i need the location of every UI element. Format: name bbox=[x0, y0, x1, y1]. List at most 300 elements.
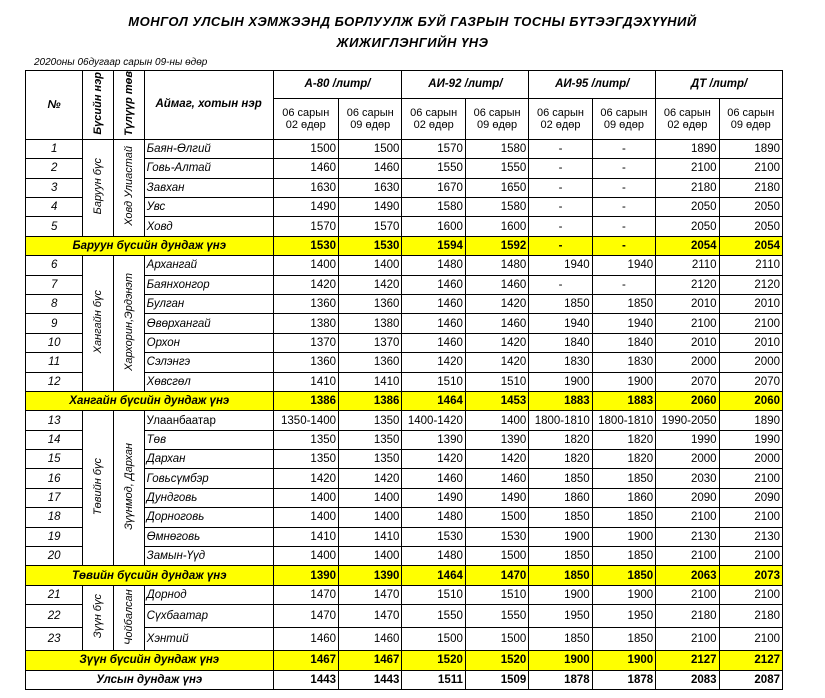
average-value: 1390 bbox=[339, 566, 402, 585]
national-average-value: 1878 bbox=[529, 670, 592, 689]
row-number: 13 bbox=[26, 411, 83, 430]
price-cell: 2000 bbox=[719, 450, 782, 469]
supplier-cell bbox=[113, 411, 144, 566]
aimag-name: Архангай bbox=[144, 256, 273, 275]
price-cell: 2100 bbox=[656, 547, 719, 566]
price-cell: 1470 bbox=[273, 605, 338, 628]
header-region: Бүсийн нэр bbox=[92, 72, 105, 135]
price-cell: 1460 bbox=[402, 314, 465, 333]
price-cell: 1950 bbox=[592, 605, 655, 628]
price-cell: 1990 bbox=[719, 430, 782, 449]
aimag-name: Хөвсгөл bbox=[144, 372, 273, 391]
price-cell: 1400 bbox=[273, 547, 338, 566]
price-cell: 1510 bbox=[465, 372, 528, 391]
aimag-name: Дархан bbox=[144, 450, 273, 469]
average-value: 2127 bbox=[656, 651, 719, 670]
price-cell: 1890 bbox=[719, 411, 782, 430]
price-cell: 2100 bbox=[656, 314, 719, 333]
price-cell: 1800-1810 bbox=[592, 411, 655, 430]
price-cell: 1850 bbox=[592, 469, 655, 488]
price-cell: 1850 bbox=[592, 628, 655, 651]
price-cell: 1900 bbox=[529, 372, 592, 391]
supplier-cell bbox=[113, 585, 144, 650]
price-cell: 1360 bbox=[339, 294, 402, 313]
price-cell: 2100 bbox=[719, 547, 782, 566]
price-cell: 2180 bbox=[719, 178, 782, 197]
price-cell: 2010 bbox=[719, 333, 782, 352]
price-cell: 1400 bbox=[465, 411, 528, 430]
row-number: 6 bbox=[26, 256, 83, 275]
average-value: 1850 bbox=[592, 566, 655, 585]
average-value: 1900 bbox=[592, 651, 655, 670]
header-date1: 06 сарын 02 өдөр bbox=[656, 98, 719, 139]
header-supplier: Түлүүр төв bbox=[122, 71, 135, 136]
aimag-name: Замын-Үүд bbox=[144, 547, 273, 566]
price-cell: 1410 bbox=[339, 527, 402, 546]
price-cell: 1830 bbox=[529, 353, 592, 372]
price-cell: 1350 bbox=[273, 430, 338, 449]
report-title-line1: МОНГОЛ УЛСЫН ХЭМЖЭЭНД БОРЛУУЛЖ БУЙ ГАЗРЫН ТОСНЫ БҮТЭЭГДЭХҮҮНИЙ bbox=[128, 14, 697, 29]
price-cell: 2050 bbox=[656, 217, 719, 236]
national-average-value: 1511 bbox=[402, 670, 465, 689]
aimag-name: Сэлэнгэ bbox=[144, 353, 273, 372]
price-cell: 1460 bbox=[273, 159, 338, 178]
row-number: 1 bbox=[26, 139, 83, 158]
national-average-row bbox=[26, 670, 783, 689]
price-cell: 1460 bbox=[402, 275, 465, 294]
price-cell: 2130 bbox=[719, 527, 782, 546]
national-average-value: 1878 bbox=[592, 670, 655, 689]
supplier-name: Ховд Улиастай bbox=[122, 146, 135, 227]
row-number: 20 bbox=[26, 547, 83, 566]
price-cell: 1410 bbox=[273, 372, 338, 391]
price-cell: 2100 bbox=[656, 508, 719, 527]
price-cell: 2010 bbox=[656, 333, 719, 352]
price-cell: 2100 bbox=[719, 469, 782, 488]
average-value: 2060 bbox=[719, 391, 782, 410]
price-cell: 1490 bbox=[273, 198, 338, 217]
average-value: 1850 bbox=[529, 566, 592, 585]
price-cell: 1860 bbox=[529, 488, 592, 507]
row-number: 14 bbox=[26, 430, 83, 449]
row-number: 8 bbox=[26, 294, 83, 313]
price-cell: 1510 bbox=[402, 585, 465, 604]
price-cell: 1850 bbox=[529, 508, 592, 527]
region-average-row bbox=[26, 236, 783, 255]
price-cell: 1850 bbox=[592, 294, 655, 313]
row-number: 16 bbox=[26, 469, 83, 488]
price-cell: 1350-1400 bbox=[273, 411, 338, 430]
price-cell: 1500 bbox=[402, 628, 465, 651]
price-cell: 1990 bbox=[656, 430, 719, 449]
price-cell: 1600 bbox=[465, 217, 528, 236]
price-cell: 1570 bbox=[339, 217, 402, 236]
price-cell: 2000 bbox=[656, 353, 719, 372]
header-date2: 06 сарын 09 өдөр bbox=[339, 98, 402, 139]
price-cell: 1570 bbox=[273, 217, 338, 236]
region-name: Зүүн бүс bbox=[92, 594, 105, 639]
price-cell: 1890 bbox=[656, 139, 719, 158]
price-cell: 1900 bbox=[592, 527, 655, 546]
price-cell: 1470 bbox=[273, 585, 338, 604]
price-cell: 1350 bbox=[339, 430, 402, 449]
price-cell: 1850 bbox=[529, 628, 592, 651]
price-cell: 1630 bbox=[339, 178, 402, 197]
average-label: Зүүн бүсийн дундаж үнэ bbox=[26, 651, 274, 670]
price-cell: 1500 bbox=[465, 547, 528, 566]
price-cell: 1860 bbox=[592, 488, 655, 507]
average-value: - bbox=[592, 236, 655, 255]
price-cell: 2100 bbox=[656, 585, 719, 604]
price-cell: 2000 bbox=[656, 450, 719, 469]
aimag-name: Өмнөговь bbox=[144, 527, 273, 546]
price-cell: 1840 bbox=[529, 333, 592, 352]
price-cell: 1800-1810 bbox=[529, 411, 592, 430]
price-cell: 1850 bbox=[529, 294, 592, 313]
national-average-value: 1443 bbox=[273, 670, 338, 689]
header-no: № bbox=[26, 71, 83, 140]
row-number: 18 bbox=[26, 508, 83, 527]
price-cell: - bbox=[529, 159, 592, 178]
price-cell: 1480 bbox=[465, 256, 528, 275]
price-cell: 1530 bbox=[402, 527, 465, 546]
price-cell: 1460 bbox=[465, 469, 528, 488]
price-cell: 1380 bbox=[339, 314, 402, 333]
price-cell: 1850 bbox=[592, 508, 655, 527]
header-ai92: АИ-92 /литр/ bbox=[402, 71, 529, 99]
header-a80: А-80 /литр/ bbox=[273, 71, 402, 99]
price-cell: - bbox=[529, 198, 592, 217]
header-date1: 06 сарын 02 өдөр bbox=[402, 98, 465, 139]
price-cell: 1360 bbox=[339, 353, 402, 372]
price-cell: 1550 bbox=[402, 605, 465, 628]
price-cell: 2090 bbox=[719, 488, 782, 507]
price-cell: 1630 bbox=[273, 178, 338, 197]
price-cell: 2050 bbox=[719, 198, 782, 217]
aimag-name: Дундговь bbox=[144, 488, 273, 507]
price-cell: 2050 bbox=[719, 217, 782, 236]
price-cell: 1490 bbox=[402, 488, 465, 507]
price-cell: 1990-2050 bbox=[656, 411, 719, 430]
price-cell: 1410 bbox=[273, 527, 338, 546]
price-cell: - bbox=[529, 139, 592, 158]
row-number: 4 bbox=[26, 198, 83, 217]
price-cell: 2100 bbox=[719, 585, 782, 604]
price-cell: 2110 bbox=[719, 256, 782, 275]
row-number: 15 bbox=[26, 450, 83, 469]
price-cell: 2100 bbox=[719, 314, 782, 333]
price-cell: 1900 bbox=[529, 585, 592, 604]
supplier-name: Зүүнмод, Дархан bbox=[122, 443, 135, 531]
report-title-line2: ЖИЖИГЛЭНГИЙН ҮНЭ bbox=[336, 35, 489, 50]
price-cell: 1490 bbox=[465, 488, 528, 507]
price-cell: 1670 bbox=[402, 178, 465, 197]
price-cell: 2100 bbox=[656, 159, 719, 178]
price-cell: 2010 bbox=[719, 294, 782, 313]
supplier-name: Чойбалсан bbox=[122, 588, 135, 645]
row-number: 22 bbox=[26, 605, 83, 628]
price-cell: 2100 bbox=[719, 159, 782, 178]
average-value: 1594 bbox=[402, 236, 465, 255]
supplier-name: Хархорин,Эрдэнэт bbox=[122, 273, 135, 372]
row-number: 10 bbox=[26, 333, 83, 352]
average-value: 1386 bbox=[273, 391, 338, 410]
table-row bbox=[26, 585, 783, 604]
table-row bbox=[26, 139, 783, 158]
price-cell: 1550 bbox=[465, 605, 528, 628]
price-cell: 2110 bbox=[656, 256, 719, 275]
price-cell: 1570 bbox=[402, 139, 465, 158]
aimag-name: Булган bbox=[144, 294, 273, 313]
price-cell: 2180 bbox=[656, 605, 719, 628]
row-number: 2 bbox=[26, 159, 83, 178]
price-cell: 1500 bbox=[465, 508, 528, 527]
price-cell: 1500 bbox=[273, 139, 338, 158]
row-number: 17 bbox=[26, 488, 83, 507]
header-date1: 06 сарын 02 өдөр bbox=[273, 98, 338, 139]
price-cell: 1650 bbox=[465, 178, 528, 197]
price-cell: 1350 bbox=[339, 450, 402, 469]
price-cell: 1420 bbox=[402, 450, 465, 469]
price-cell: 1940 bbox=[529, 256, 592, 275]
price-cell: 1500 bbox=[465, 628, 528, 651]
header-date1: 06 сарын 02 өдөр bbox=[529, 98, 592, 139]
header-dt: ДТ /литр/ bbox=[656, 71, 783, 99]
region-name: Төвийн бүс bbox=[92, 458, 105, 516]
price-cell: 1820 bbox=[529, 430, 592, 449]
supplier-cell bbox=[113, 256, 144, 392]
price-cell: 1850 bbox=[529, 547, 592, 566]
price-cell: 1420 bbox=[465, 450, 528, 469]
price-cell: 2030 bbox=[656, 469, 719, 488]
average-value: 1883 bbox=[592, 391, 655, 410]
national-average-value: 2083 bbox=[656, 670, 719, 689]
price-cell: 2100 bbox=[719, 508, 782, 527]
average-value: 1530 bbox=[273, 236, 338, 255]
national-average-value: 1443 bbox=[339, 670, 402, 689]
price-cell: 1940 bbox=[529, 314, 592, 333]
price-cell: 2090 bbox=[656, 488, 719, 507]
price-cell: 1900 bbox=[592, 585, 655, 604]
price-cell: 1900 bbox=[529, 527, 592, 546]
region-average-row bbox=[26, 566, 783, 585]
price-cell: 1390 bbox=[465, 430, 528, 449]
aimag-name: Баян-Өлгий bbox=[144, 139, 273, 158]
supplier-cell bbox=[113, 139, 144, 236]
price-cell: 1400 bbox=[339, 256, 402, 275]
price-cell: 1420 bbox=[465, 294, 528, 313]
price-cell: 1890 bbox=[719, 139, 782, 158]
price-cell: 1460 bbox=[402, 469, 465, 488]
price-cell: 1350 bbox=[273, 450, 338, 469]
row-number: 11 bbox=[26, 353, 83, 372]
price-cell: 1470 bbox=[339, 605, 402, 628]
row-number: 9 bbox=[26, 314, 83, 333]
price-cell: 1360 bbox=[273, 353, 338, 372]
average-label: Баруун бүсийн дундаж үнэ bbox=[26, 236, 274, 255]
average-label: Төвийн бүсийн дундаж үнэ bbox=[26, 566, 274, 585]
average-value: 1520 bbox=[402, 651, 465, 670]
price-cell: - bbox=[529, 217, 592, 236]
price-cell: 1360 bbox=[273, 294, 338, 313]
price-cell: 1420 bbox=[273, 469, 338, 488]
price-cell: 1400 bbox=[273, 488, 338, 507]
price-cell: 1820 bbox=[529, 450, 592, 469]
price-cell: 1400 bbox=[339, 547, 402, 566]
price-cell: 1940 bbox=[592, 314, 655, 333]
price-cell: 1580 bbox=[402, 198, 465, 217]
aimag-name: Сүхбаатар bbox=[144, 605, 273, 628]
price-cell: 1350 bbox=[339, 411, 402, 430]
price-cell: 1480 bbox=[402, 547, 465, 566]
row-number: 23 bbox=[26, 628, 83, 651]
national-average-label: Улсын дундаж үнэ bbox=[26, 670, 274, 689]
average-value: 1900 bbox=[529, 651, 592, 670]
average-value: 1467 bbox=[339, 651, 402, 670]
price-cell: 1370 bbox=[273, 333, 338, 352]
price-cell: 1820 bbox=[592, 450, 655, 469]
price-cell: 1850 bbox=[529, 469, 592, 488]
price-cell: 1400 bbox=[273, 256, 338, 275]
row-number: 21 bbox=[26, 585, 83, 604]
price-cell: 2120 bbox=[719, 275, 782, 294]
price-cell: - bbox=[529, 275, 592, 294]
average-value: 2054 bbox=[719, 236, 782, 255]
price-cell: 1420 bbox=[273, 275, 338, 294]
price-cell: 2010 bbox=[656, 294, 719, 313]
price-cell: 1480 bbox=[402, 256, 465, 275]
price-cell: 2180 bbox=[656, 178, 719, 197]
national-average-value: 1509 bbox=[465, 670, 528, 689]
price-cell: 1550 bbox=[465, 159, 528, 178]
price-cell: 1460 bbox=[402, 294, 465, 313]
aimag-name: Орхон bbox=[144, 333, 273, 352]
region-cell bbox=[83, 139, 114, 236]
price-cell: 2180 bbox=[719, 605, 782, 628]
price-cell: 1480 bbox=[402, 508, 465, 527]
price-cell: 1580 bbox=[465, 198, 528, 217]
price-cell: 1940 bbox=[592, 256, 655, 275]
price-cell: 1460 bbox=[402, 333, 465, 352]
price-cell: - bbox=[592, 217, 655, 236]
price-cell: 1460 bbox=[465, 314, 528, 333]
average-value: 2060 bbox=[656, 391, 719, 410]
price-cell: 1420 bbox=[465, 333, 528, 352]
region-cell bbox=[83, 585, 114, 650]
average-value: 1467 bbox=[273, 651, 338, 670]
price-cell: 1510 bbox=[402, 372, 465, 391]
price-cell: 1830 bbox=[592, 353, 655, 372]
average-value: 2073 bbox=[719, 566, 782, 585]
price-cell: - bbox=[592, 139, 655, 158]
table-row bbox=[26, 411, 783, 430]
price-cell: 1500 bbox=[339, 139, 402, 158]
price-cell: 1420 bbox=[465, 353, 528, 372]
price-cell: 1530 bbox=[465, 527, 528, 546]
row-number: 3 bbox=[26, 178, 83, 197]
price-cell: - bbox=[592, 275, 655, 294]
average-value: 2063 bbox=[656, 566, 719, 585]
region-name: Баруун бүс bbox=[92, 158, 105, 215]
national-average-value: 2087 bbox=[719, 670, 782, 689]
row-number: 5 bbox=[26, 217, 83, 236]
price-cell: 1470 bbox=[339, 585, 402, 604]
average-value: 1386 bbox=[339, 391, 402, 410]
region-cell bbox=[83, 411, 114, 566]
average-value: 1470 bbox=[465, 566, 528, 585]
price-cell: 2050 bbox=[656, 198, 719, 217]
price-cell: - bbox=[592, 178, 655, 197]
price-cell: 2100 bbox=[656, 628, 719, 651]
average-value: 1453 bbox=[465, 391, 528, 410]
aimag-name: Улаанбаатар bbox=[144, 411, 273, 430]
average-value: 1464 bbox=[402, 391, 465, 410]
price-cell: 1400 bbox=[339, 488, 402, 507]
aimag-name: Ховд bbox=[144, 217, 273, 236]
price-cell: 1420 bbox=[402, 353, 465, 372]
price-cell: - bbox=[529, 178, 592, 197]
aimag-name: Говьсүмбэр bbox=[144, 469, 273, 488]
region-average-row bbox=[26, 391, 783, 410]
price-cell: 1420 bbox=[339, 275, 402, 294]
aimag-name: Говь-Алтай bbox=[144, 159, 273, 178]
row-number: 7 bbox=[26, 275, 83, 294]
row-number: 19 bbox=[26, 527, 83, 546]
average-value: - bbox=[529, 236, 592, 255]
price-cell: 2000 bbox=[719, 353, 782, 372]
price-cell: - bbox=[592, 159, 655, 178]
price-cell: 1820 bbox=[592, 430, 655, 449]
aimag-name: Дорноговь bbox=[144, 508, 273, 527]
average-value: 1390 bbox=[273, 566, 338, 585]
price-cell: 1510 bbox=[465, 585, 528, 604]
average-value: 1592 bbox=[465, 236, 528, 255]
price-cell: 2070 bbox=[719, 372, 782, 391]
price-cell: 1460 bbox=[339, 628, 402, 651]
aimag-name: Увс bbox=[144, 198, 273, 217]
report-date: 2020оны 06дугаар сарын 09-ны өдөр bbox=[34, 57, 208, 68]
header-date2: 06 сарын 09 өдөр bbox=[592, 98, 655, 139]
region-average-row bbox=[26, 651, 783, 670]
aimag-name: Баянхонгор bbox=[144, 275, 273, 294]
price-cell: 2120 bbox=[656, 275, 719, 294]
price-cell: 1460 bbox=[465, 275, 528, 294]
price-cell: 1380 bbox=[273, 314, 338, 333]
price-cell: 2100 bbox=[719, 628, 782, 651]
price-cell: 1400 bbox=[273, 508, 338, 527]
price-cell: 1600 bbox=[402, 217, 465, 236]
price-cell: 1400 bbox=[339, 508, 402, 527]
average-value: 2127 bbox=[719, 651, 782, 670]
aimag-name: Хэнтий bbox=[144, 628, 273, 651]
header-date2: 06 сарын 09 өдөр bbox=[465, 98, 528, 139]
price-cell: 1850 bbox=[592, 547, 655, 566]
header-ai95: АИ-95 /литр/ bbox=[529, 71, 656, 99]
price-cell: 1390 bbox=[402, 430, 465, 449]
average-value: 1464 bbox=[402, 566, 465, 585]
header-date2: 06 сарын 09 өдөр bbox=[719, 98, 782, 139]
average-label: Хангайн бүсийн дундаж үнэ bbox=[26, 391, 274, 410]
price-cell: 1840 bbox=[592, 333, 655, 352]
header-aimag: Аймаг, хотын нэр bbox=[144, 71, 273, 140]
price-cell: 2130 bbox=[656, 527, 719, 546]
average-value: 1883 bbox=[529, 391, 592, 410]
aimag-name: Завхан bbox=[144, 178, 273, 197]
price-cell: 1580 bbox=[465, 139, 528, 158]
aimag-name: Дорнод bbox=[144, 585, 273, 604]
table-row bbox=[26, 256, 783, 275]
price-cell: 1410 bbox=[339, 372, 402, 391]
